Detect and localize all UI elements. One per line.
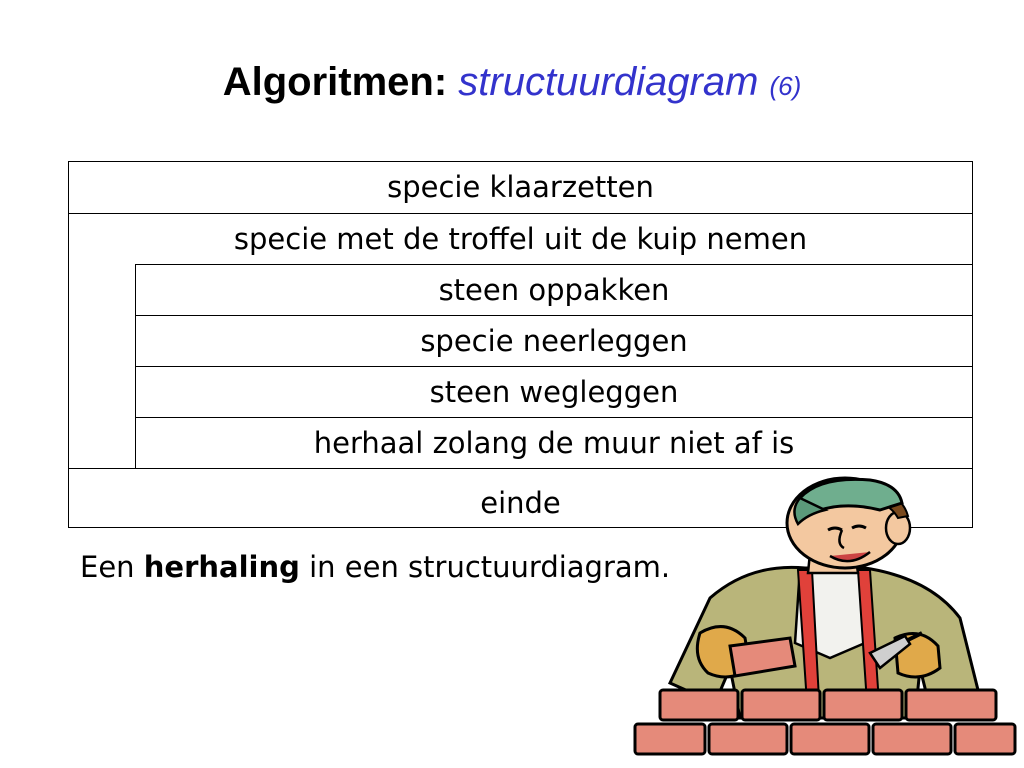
title-main: Algoritmen: [222,60,448,104]
loop-body-row [135,366,973,418]
step-text: specie klaarzetten [387,170,654,204]
slide-title [0,56,1024,112]
caption-post: in een structuurdiagram. [299,550,671,584]
loop-body-text: steen wegleggen [429,375,679,409]
caption-pre: Een [80,550,144,584]
loop-condition-text: herhaal zolang de muur niet af is [313,426,795,460]
step-row [68,161,973,214]
loop-body-row [135,315,973,367]
loop-header: specie met de troffel uit de kuip nemen [233,222,808,256]
loop-body-text: specie neerleggen [420,324,688,358]
loop-body-row [135,264,973,316]
loop-condition-row [135,417,973,469]
title-number: (6) [769,71,802,101]
caption [80,550,670,584]
loop-body-text: steen oppakken [438,273,670,307]
title-sub: structuurdiagram [458,60,759,104]
caption-bold: herhaling [143,550,300,584]
end-text: einde [480,486,561,520]
bricklayer-icon [630,468,1020,768]
